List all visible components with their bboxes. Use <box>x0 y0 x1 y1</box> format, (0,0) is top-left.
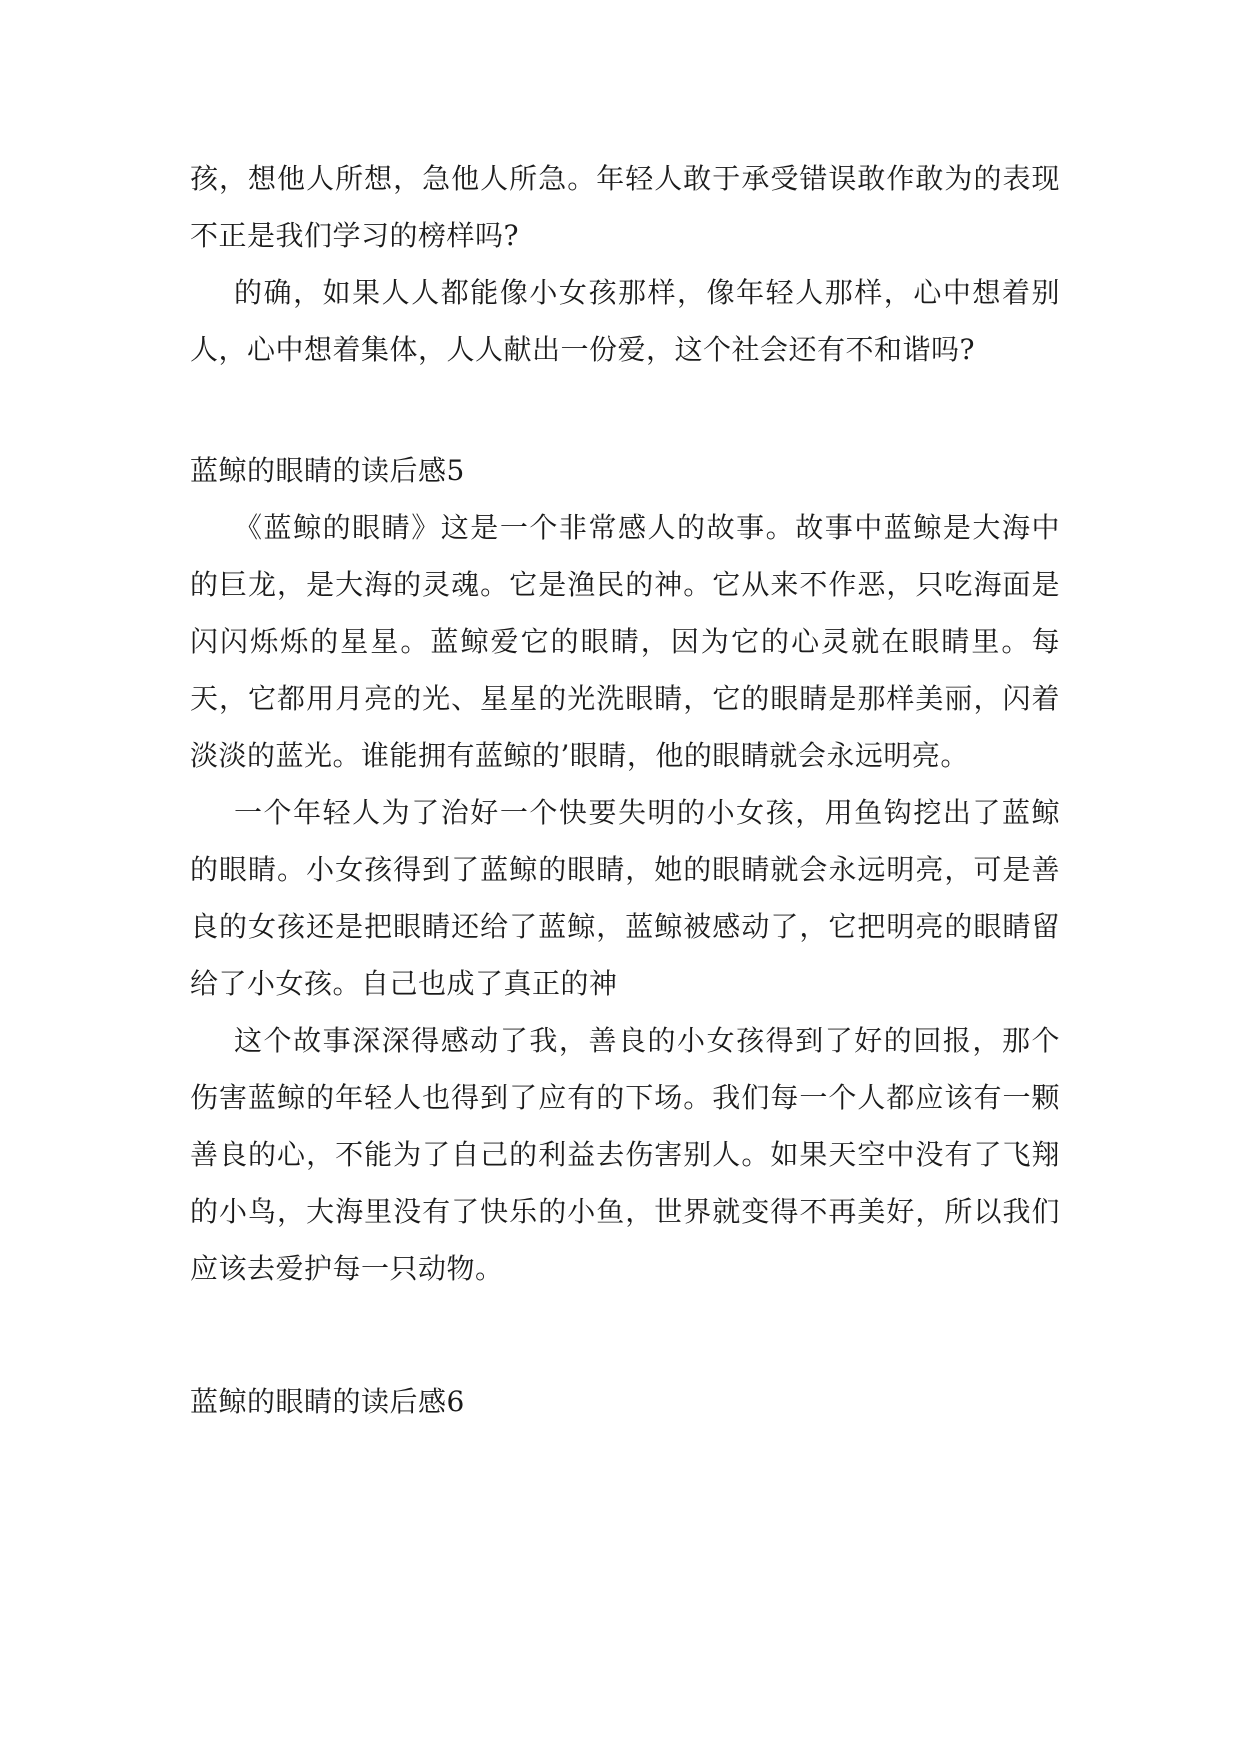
paragraph-continuation: 孩，想他人所想，急他人所急。年轻人敢于承受错误敢作敢为的表现不正是我们学习的榜样吗? <box>190 162 1060 252</box>
section-heading-6: 蓝鲸的眼睛的读后感6 <box>190 1385 465 1418</box>
section5-paragraph-3: 这个故事深深得感动了我，善良的小女孩得到了好的回报，那个伤害蓝鲸的年轻人也得到了应有的下场。我们每一个人都应该有一颗善良的心，不能为了自己的利益去伤害别人。如果天空中没有了飞翔的小鸟，大海里没有了快乐的小鱼，世界就变得不再美好，所以我们应该去爱护每一只动物。 <box>190 1024 1060 1285</box>
paragraph-conclusion: 的确，如果人人都能像小女孩那样，像年轻人那样，心中想着别人，心中想着集体，人人献出一份爱，这个社会还有不和谐吗? <box>190 276 1060 366</box>
document-page <box>190 150 1060 1430</box>
section5-paragraph-1: 《蓝鲸的眼睛》这是一个非常感人的故事。故事中蓝鲸是大海中的巨龙，是大海的灵魂。它是渔民的神。它从来不作恶，只吃海面是闪闪烁烁的星星。蓝鲸爱它的眼睛，因为它的心灵就在眼睛里。每天，它都用月亮的光、星星的光洗眼睛，它的眼睛是那样美丽，闪着淡淡的蓝光。谁能拥有蓝鲸的’眼睛，他的眼睛就会永远明亮。 <box>190 511 1060 772</box>
section-heading-5: 蓝鲸的眼睛的读后感5 <box>190 454 465 487</box>
section5-paragraph-2: 一个年轻人为了治好一个快要失明的小女孩，用鱼钩挖出了蓝鲸的眼睛。小女孩得到了蓝鲸的眼睛，她的眼睛就会永远明亮，可是善良的女孩还是把眼睛还给了蓝鲸，蓝鲸被感动了，它把明亮的眼睛留给了小女孩。自己也成了真正的神 <box>190 796 1060 1000</box>
